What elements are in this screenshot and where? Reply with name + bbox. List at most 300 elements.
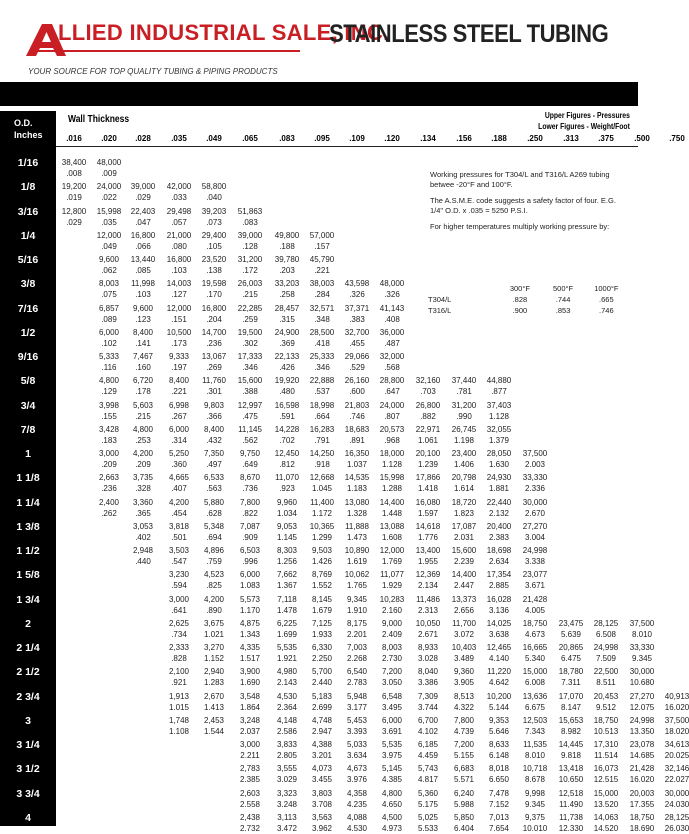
cell-pressure: 37,403 — [486, 400, 512, 410]
table-cell — [133, 303, 153, 325]
cell-weight: .062 — [101, 266, 117, 275]
cell-pressure: 6,998 — [168, 400, 190, 410]
cell-pressure: 20,798 — [451, 473, 477, 483]
cell-pressure: 18,000 — [379, 449, 405, 458]
cell-pressure: 57,000 — [309, 230, 335, 240]
cell-pressure: 14,250 — [309, 449, 335, 458]
cell-pressure: 2,603 — [239, 788, 261, 798]
cell-pressure: 31,200 — [237, 255, 263, 264]
od-size-label: 2 1/4 — [16, 642, 40, 654]
table-cell — [594, 618, 618, 640]
cell-weight: 3.201 — [311, 751, 333, 760]
cell-pressure: 22,133 — [274, 352, 300, 361]
table-cell — [487, 569, 511, 591]
table-cell — [202, 278, 226, 300]
table-cell — [240, 739, 260, 761]
cell-weight: .022 — [101, 193, 117, 203]
table-cell — [275, 351, 299, 373]
table-cell — [559, 763, 583, 785]
cell-pressure: 6,240 — [453, 788, 475, 798]
table-cell — [382, 691, 402, 713]
table-cell — [487, 666, 511, 688]
cell-weight: 12.330 — [558, 823, 584, 833]
cell-pressure: 32,000 — [379, 352, 405, 361]
table-cell — [275, 327, 299, 349]
cell-weight: .703 — [420, 387, 436, 397]
table-cell — [594, 666, 618, 688]
table-cell — [380, 303, 404, 325]
table-cell — [202, 327, 226, 349]
gauge-header: .035 — [171, 134, 187, 143]
cell-weight: 4.005 — [524, 605, 546, 615]
table-cell — [204, 400, 224, 422]
cell-pressure: 5,700 — [311, 667, 333, 677]
factor-header: 1000°F — [594, 284, 619, 293]
cell-weight: .221 — [314, 266, 330, 275]
cell-weight: .360 — [171, 460, 187, 469]
od-size-label: 4 — [25, 811, 31, 824]
cell-weight: .178 — [135, 387, 151, 397]
table-cell — [240, 788, 260, 810]
cell-weight: 5.571 — [453, 775, 475, 785]
cell-pressure: 5,535 — [381, 740, 403, 749]
cell-weight: 3.744 — [417, 702, 439, 712]
cell-pressure: 3,270 — [203, 643, 225, 652]
table-cell — [99, 400, 119, 422]
cell-pressure: 28,800 — [379, 376, 405, 386]
cell-weight: 1.034 — [276, 508, 298, 518]
cell-pressure: 3,503 — [168, 546, 190, 555]
cell-weight: 18.690 — [629, 823, 655, 833]
cell-pressure: 37,500 — [664, 715, 689, 725]
cell-weight: .694 — [206, 532, 222, 542]
cell-weight: 1.478 — [276, 605, 298, 615]
cell-pressure: 4,665 — [168, 473, 190, 483]
cell-weight: 1.108 — [168, 726, 190, 736]
table-cell — [452, 448, 476, 470]
table-cell — [167, 278, 191, 300]
cell-weight: .236 — [101, 484, 117, 494]
cell-weight: 4.235 — [346, 799, 368, 809]
cell-pressure: 3,428 — [98, 424, 120, 434]
cell-pressure: 3,230 — [168, 570, 190, 580]
cell-weight: 2.134 — [417, 581, 439, 591]
table-cell — [204, 691, 224, 713]
cell-weight: 1.418 — [417, 484, 439, 494]
table-cell — [99, 424, 119, 446]
cell-weight: .877 — [491, 387, 507, 397]
cell-pressure: 11,760 — [202, 376, 226, 386]
table-cell — [523, 448, 547, 470]
cell-pressure: 3,053 — [132, 521, 154, 531]
table-cell — [169, 472, 189, 494]
cell-weight: .791 — [314, 435, 330, 445]
cell-weight: .236 — [206, 338, 222, 348]
cell-pressure: 19,500 — [237, 327, 263, 337]
cell-pressure: 3,900 — [239, 667, 261, 677]
cell-weight: .253 — [135, 435, 151, 445]
table-cell — [416, 618, 440, 640]
table-cell — [310, 472, 334, 494]
cell-weight: 3.905 — [453, 678, 475, 688]
table-cell — [452, 569, 476, 591]
cell-pressure: 21,428 — [522, 594, 548, 604]
cell-pressure: 25,333 — [309, 352, 335, 361]
table-cell — [380, 400, 404, 422]
cell-weight: .221 — [171, 387, 187, 397]
cell-weight: 1.597 — [417, 508, 439, 518]
cell-weight: 1.413 — [203, 702, 225, 712]
table-cell — [169, 666, 189, 688]
cell-weight: .170 — [206, 290, 222, 300]
table-cell — [240, 763, 260, 785]
cell-weight: 2.699 — [311, 702, 333, 712]
cell-weight: .480 — [279, 387, 295, 397]
cell-pressure: 28,125 — [664, 812, 689, 822]
cell-weight: .990 — [456, 411, 472, 421]
table-cell — [133, 375, 153, 397]
cell-weight: 1.823 — [453, 508, 475, 518]
cell-weight: 1.152 — [203, 654, 225, 663]
cell-pressure: 22,285 — [237, 303, 263, 313]
cell-pressure: 7,087 — [239, 521, 261, 531]
cell-pressure: 2,400 — [98, 497, 120, 507]
table-cell — [382, 763, 402, 785]
table-cell — [131, 278, 155, 300]
cell-pressure: 9,803 — [203, 400, 225, 410]
cell-pressure: 12,000 — [96, 230, 122, 240]
gauge-header: .095 — [314, 134, 330, 143]
table-cell — [487, 472, 511, 494]
cell-pressure: 5,360 — [417, 788, 439, 798]
table-cell — [418, 642, 438, 664]
gauge-header: .016 — [66, 134, 82, 143]
table-cell — [559, 642, 583, 664]
cell-pressure: 8,670 — [239, 473, 261, 483]
table-cell — [452, 497, 476, 519]
cell-weight: .008 — [66, 169, 82, 178]
wall-thickness-header: Wall Thickness — [68, 114, 130, 125]
cell-weight: 2.730 — [381, 654, 403, 663]
cell-weight: .501 — [171, 532, 187, 542]
cell-pressure: 4,335 — [239, 643, 261, 652]
cell-pressure: 18,750 — [629, 812, 655, 822]
cell-pressure: 24,000 — [379, 400, 405, 410]
cell-pressure: 20,453 — [593, 691, 619, 701]
od-size-label: 3/4 — [20, 399, 36, 412]
table-cell — [312, 691, 332, 713]
table-cell — [630, 763, 654, 785]
table-cell — [487, 691, 511, 713]
cell-pressure: 16,028 — [486, 594, 512, 604]
cell-weight: 4.140 — [488, 654, 510, 663]
table-cell — [310, 303, 334, 325]
cell-weight: 4.973 — [381, 823, 403, 833]
cell-weight: 10.650 — [558, 775, 584, 785]
cell-pressure: 39,780 — [274, 255, 300, 264]
cell-pressure: 17,866 — [415, 473, 441, 483]
cell-weight: 16.020 — [664, 702, 689, 712]
table-cell — [382, 739, 402, 761]
table-cell — [277, 594, 297, 616]
table-cell — [523, 739, 547, 761]
table-cell — [665, 715, 689, 737]
cell-pressure: 29,498 — [166, 206, 192, 216]
cell-pressure: 8,175 — [346, 618, 368, 628]
cell-pressure: 2,948 — [132, 546, 154, 555]
cell-pressure: 7,478 — [488, 788, 510, 798]
table-cell — [312, 715, 332, 737]
cell-weight: 3.472 — [276, 823, 298, 833]
cell-weight: 3.489 — [453, 654, 475, 663]
cell-weight: 2.143 — [276, 678, 298, 688]
cell-weight: .781 — [456, 387, 472, 397]
table-cell — [169, 642, 189, 664]
cell-pressure: 21,803 — [344, 400, 370, 410]
cell-weight: 4.459 — [417, 751, 439, 760]
cell-weight: .418 — [314, 338, 330, 348]
cell-pressure: 18,998 — [309, 400, 335, 410]
cell-weight: .537 — [314, 387, 330, 397]
table-cell — [523, 545, 547, 567]
table-cell — [310, 521, 334, 543]
cell-pressure: 5,183 — [311, 691, 333, 701]
cell-weight: 1.045 — [311, 484, 333, 494]
cell-pressure: 15,998 — [96, 206, 122, 216]
cell-weight: 2.201 — [346, 629, 368, 639]
cell-weight: .259 — [242, 314, 258, 324]
cell-weight: .049 — [101, 241, 117, 251]
cell-pressure: 4,800 — [381, 788, 403, 798]
table-cell — [452, 594, 476, 616]
table-cell — [169, 618, 189, 640]
cell-weight: 2.732 — [239, 823, 261, 833]
table-cell — [523, 521, 547, 543]
table-cell — [277, 569, 297, 591]
table-cell — [275, 424, 299, 446]
company-tagline: YOUR SOURCE FOR TOP QUALITY TUBING & PIPING PRODUCTS — [28, 67, 278, 76]
table-cell — [275, 472, 299, 494]
cell-weight: 2.211 — [240, 751, 260, 760]
cell-pressure: 16,665 — [522, 643, 548, 652]
table-cell — [238, 278, 262, 300]
cell-pressure: 23,077 — [522, 570, 548, 580]
table-cell — [594, 715, 618, 737]
table-cell — [523, 618, 547, 640]
table-cell — [277, 545, 297, 567]
page-header — [0, 0, 638, 82]
table-cell — [382, 812, 402, 834]
cell-weight: .155 — [101, 411, 117, 421]
cell-weight: 20.025 — [664, 751, 689, 760]
cell-pressure: 8,400 — [203, 424, 225, 434]
cell-pressure: 6,225 — [276, 618, 298, 628]
table-cell — [523, 642, 547, 664]
table-cell — [202, 303, 226, 325]
table-cell — [345, 375, 369, 397]
od-size-label: 3 3/4 — [16, 787, 40, 800]
cell-pressure: 13,400 — [415, 546, 441, 555]
gauge-header: .313 — [563, 134, 579, 143]
cell-pressure: 8,018 — [488, 764, 510, 774]
cell-pressure: 9,998 — [524, 788, 546, 798]
cell-weight: .882 — [420, 411, 436, 421]
cell-weight: 1.933 — [311, 629, 333, 639]
cell-weight: 6.008 — [524, 678, 546, 688]
cell-weight: 1.544 — [203, 726, 225, 736]
cell-weight: 4.673 — [524, 629, 546, 639]
cell-weight: 11.490 — [559, 799, 583, 809]
table-cell — [133, 472, 153, 494]
note-working-pressure: Working pressures for T304/L and T316/L A269 tubing betwee -20°F and 100°F. — [430, 170, 610, 189]
cell-weight: .102 — [101, 338, 117, 348]
table-cell — [454, 691, 474, 713]
cell-pressure: 37,500 — [629, 618, 655, 628]
cell-weight: 5.144 — [488, 702, 510, 712]
table-cell — [312, 666, 332, 688]
cell-weight: 11.514 — [594, 751, 618, 760]
table-cell — [380, 351, 404, 373]
cell-weight: .746 — [349, 411, 365, 421]
gauge-header: .065 — [242, 134, 258, 143]
table-cell — [630, 715, 654, 737]
cell-weight: .426 — [279, 363, 295, 372]
od-size-label: 7/8 — [20, 423, 36, 436]
table-cell — [416, 521, 440, 543]
table-cell — [238, 424, 262, 446]
cell-weight: 1.776 — [417, 532, 439, 542]
cell-pressure: 5,453 — [346, 715, 368, 725]
cell-weight: .365 — [135, 508, 151, 518]
cell-weight: .968 — [384, 435, 400, 445]
table-cell — [204, 448, 224, 470]
table-cell — [275, 254, 299, 276]
cell-pressure: 43,598 — [344, 279, 370, 289]
cell-weight: 2.268 — [346, 654, 368, 663]
cell-weight: .562 — [242, 435, 258, 445]
table-cell — [169, 351, 189, 373]
cell-pressure: 12,503 — [522, 715, 548, 725]
cell-weight: 1.288 — [381, 484, 403, 494]
cell-pressure: 23,520 — [201, 255, 227, 264]
cell-weight: 1.037 — [346, 460, 368, 469]
cell-pressure: 22,440 — [486, 497, 512, 507]
cell-pressure: 26,800 — [415, 400, 441, 410]
cell-pressure: 24,998 — [522, 546, 548, 555]
cell-pressure: 8,003 — [381, 643, 403, 652]
cell-weight: 8.982 — [560, 726, 582, 736]
table-cell — [452, 424, 476, 446]
cell-weight: 2.670 — [524, 508, 546, 518]
cell-pressure: 49,800 — [274, 230, 300, 240]
cell-pressure: 7,800 — [453, 715, 475, 725]
table-cell — [345, 569, 369, 591]
cell-pressure: 14,535 — [344, 473, 370, 483]
cell-pressure: 11,888 — [345, 521, 369, 531]
cell-pressure: 10,365 — [309, 521, 335, 531]
table-cell — [99, 303, 119, 325]
cell-pressure: 51,863 — [237, 206, 263, 216]
cell-pressure: 11,220 — [487, 667, 511, 677]
cell-pressure: 24,998 — [629, 715, 655, 725]
table-cell — [169, 400, 189, 422]
cell-pressure: 4,200 — [203, 594, 225, 604]
table-cell — [240, 642, 260, 664]
cell-weight: 1.699 — [276, 629, 298, 639]
cell-weight: 2.132 — [488, 508, 510, 518]
table-cell — [131, 230, 155, 252]
cell-weight: 9.345 — [524, 799, 546, 809]
cell-weight: .127 — [171, 290, 187, 300]
cell-pressure: 15,998 — [379, 473, 405, 483]
cell-pressure: 38,400 — [61, 158, 87, 167]
table-cell — [204, 424, 224, 446]
cell-pressure: 3,833 — [276, 740, 298, 749]
cell-pressure: 16,073 — [593, 764, 619, 774]
cell-weight: 7.509 — [595, 654, 617, 663]
cell-pressure: 15,000 — [522, 667, 548, 677]
table-cell — [452, 618, 476, 640]
cell-pressure: 23,475 — [558, 618, 584, 628]
cell-pressure: 20,400 — [486, 521, 512, 531]
cell-pressure: 3,998 — [98, 400, 120, 410]
cell-weight: .402 — [135, 532, 151, 542]
cell-weight: .909 — [242, 532, 258, 542]
cell-weight: .346 — [242, 363, 258, 372]
cell-weight: 10.680 — [629, 678, 655, 688]
cell-weight: .019 — [66, 193, 82, 203]
table-cell — [312, 642, 332, 664]
cell-pressure: 15,000 — [593, 788, 619, 798]
cell-weight: .383 — [349, 314, 365, 324]
table-cell — [416, 375, 440, 397]
cell-pressure: 7,200 — [453, 740, 475, 749]
cell-pressure: 11,400 — [310, 497, 334, 507]
cell-weight: 1.614 — [453, 484, 475, 494]
cell-weight: 1.343 — [239, 629, 261, 639]
cell-pressure: 5,880 — [203, 497, 225, 507]
cell-weight: .103 — [135, 290, 151, 300]
table-cell — [559, 618, 583, 640]
cell-weight: .302 — [242, 338, 258, 348]
cell-pressure: 5,250 — [168, 449, 190, 458]
cell-pressure: 7,350 — [203, 449, 225, 458]
cell-pressure: 26,745 — [451, 424, 477, 434]
table-cell — [310, 400, 334, 422]
cell-weight: .314 — [171, 435, 187, 445]
cell-weight: .497 — [206, 460, 222, 469]
cell-weight: .029 — [66, 217, 82, 227]
gauge-header: .028 — [135, 134, 151, 143]
cell-weight: .033 — [171, 193, 187, 203]
cell-weight: .075 — [101, 290, 117, 300]
table-cell — [523, 594, 547, 616]
table-cell — [277, 691, 297, 713]
table-cell — [204, 642, 224, 664]
cell-pressure: 6,720 — [132, 376, 154, 386]
cell-pressure: 3,000 — [98, 449, 120, 458]
cell-weight: .454 — [171, 508, 187, 518]
table-cell — [347, 715, 367, 737]
cell-pressure: 3,000 — [239, 740, 261, 749]
cell-pressure: 3,555 — [276, 764, 298, 774]
cell-weight: 8.147 — [560, 702, 582, 712]
table-cell — [310, 254, 334, 276]
table-cell — [240, 569, 260, 591]
cell-pressure: 1,748 — [168, 715, 190, 725]
cell-pressure: 6,533 — [203, 473, 225, 483]
cell-weight: .812 — [279, 460, 295, 469]
